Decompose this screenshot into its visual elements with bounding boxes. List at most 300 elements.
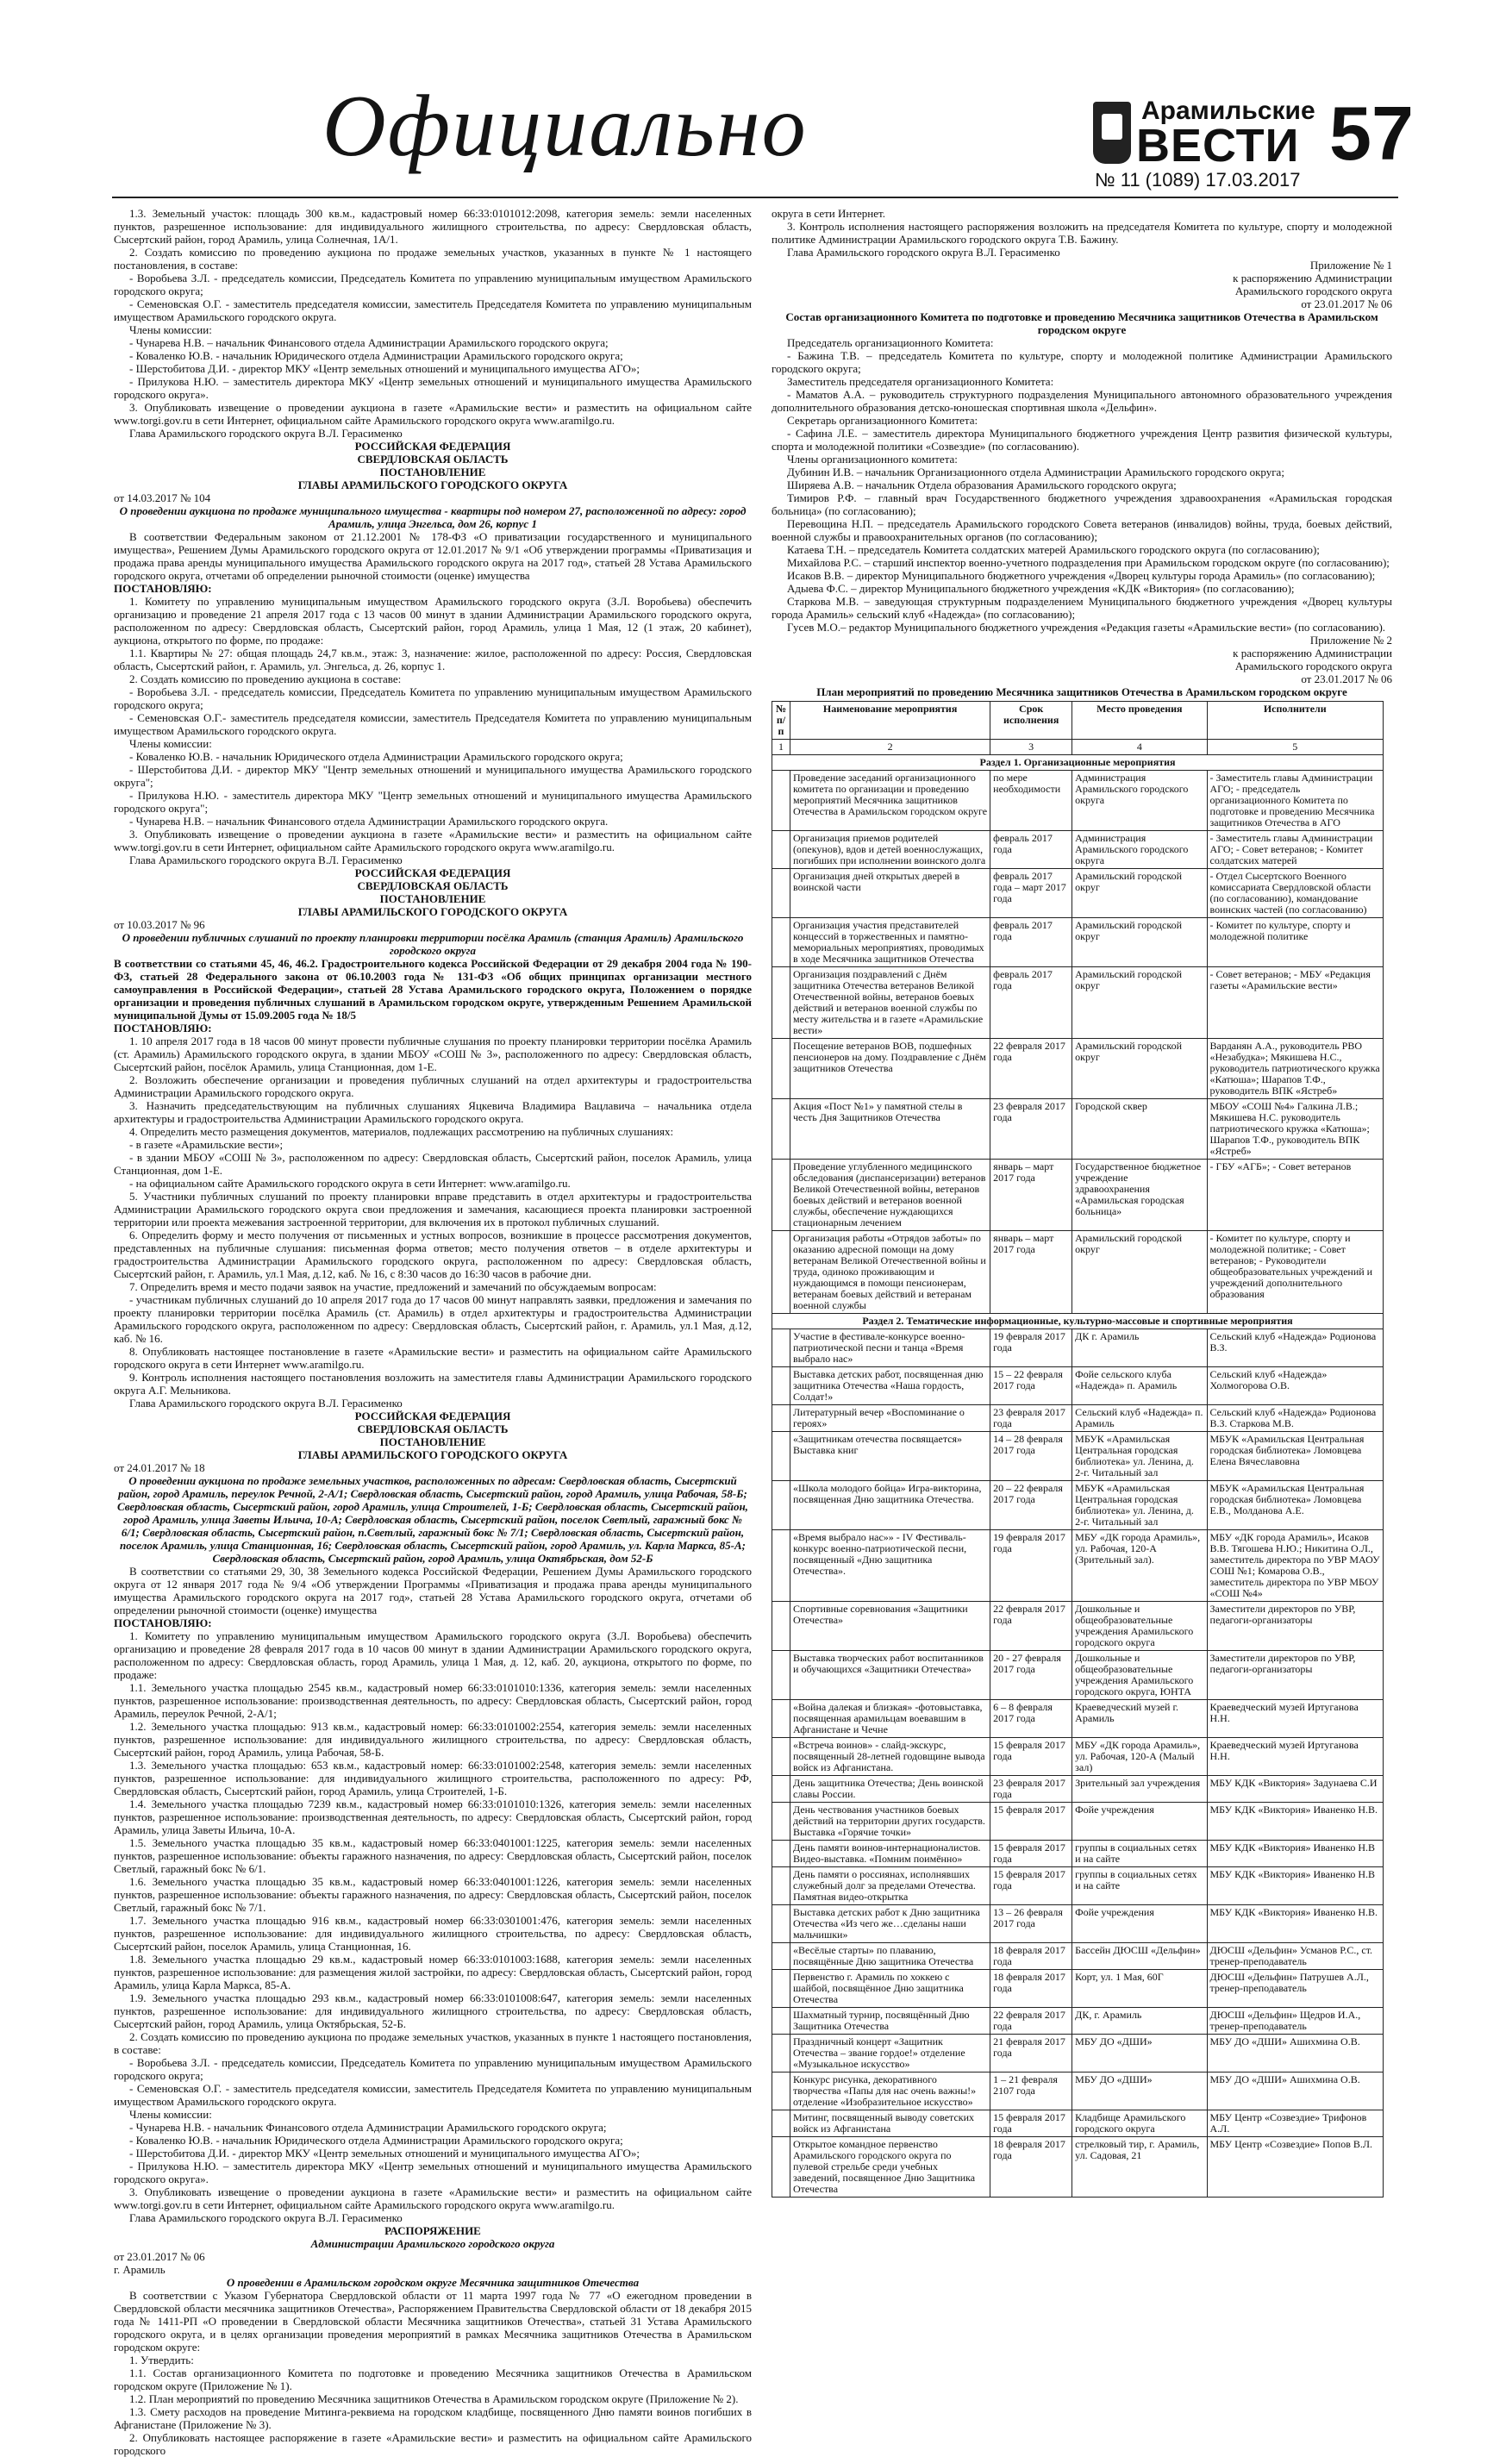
heading: О проведении публичных слушаний по проекту планировки территории посёлка Арамиль (станция Арамиль) Арамильского городского округа (122, 931, 744, 957)
table-cell: МБУ ДО «ДШИ» Ашихмина О.В. (1207, 2035, 1383, 2073)
table-cell: МБОУ «СОШ №4» Галкина Л.В.; Мякишева Н.С. руководитель патриотического кружка «Катюша»; Шарапов Т.Ф., руководитель ВПК «Ястреб» (1207, 1099, 1383, 1160)
table-cell (772, 1329, 790, 1367)
masthead (0, 0, 1512, 207)
table-cell: МБУ КДК «Виктория» Задунаева С.И (1207, 1776, 1383, 1803)
table-cell: МБУК «Арамильская Центральная городская библиотека» ул. Ленина, д. 2-г. Читальный зал (1072, 1481, 1207, 1530)
table-cell (772, 2137, 790, 2198)
table-cell: Сельский клуб «Надежда» Холмогорова О.В. (1207, 1367, 1383, 1405)
table-cell (772, 831, 790, 869)
heading: ГЛАВЫ АРАМИЛЬСКОГО ГОРОДСКОГО ОКРУГА (297, 905, 568, 918)
paragraph: 1.4. Земельного участка площадью 7239 кв.м., кадастровый номер 66:33:0101010:1326, категория земель: земли населенных пунктов, разрешенное использование: производственная деятельность, по адресу: Свердловская область, Сысертский район, город Арамиль, улица Заветы Ильича, 10-А. (114, 1797, 752, 1836)
table-cell (772, 2110, 790, 2137)
paragraph: округа в сети Интернет. (772, 207, 885, 220)
table-cell: МБУК «Арамильская Центральная городская библиотека» Ломовцева Е.В., Молданова А.Е. (1207, 1481, 1383, 1530)
logo-line2: ВЕСТИ (1136, 120, 1300, 172)
paragraph: 1.8. Земельного участка площадью 29 кв.м., кадастровый номер 66:33:0101003:1688, категория земель: земли населенных пунктов, разрешенное использование: для размещения жилой застройки, по адресу: Свердловская область, Сысертский район, город Арамиль, улица Карла Маркса, 85-А. (114, 1953, 752, 1991)
table-cell (772, 1530, 790, 1602)
paragraph: 1.5. Земельного участка площадью 35 кв.м., кадастровый номер 66:33:0401001:1225, категория земель: земли населенных пунктов, разрешенное использование: объекты гаражного назначения, по адресу: Свердловская область, Сысертский район, поселок Светлый, гаражный бокс № 6/1. (114, 1836, 752, 1875)
paragraph: - Прилукова Н.Ю. – заместитель директора МКУ «Центр земельных отношений и муниципального имущества Арамильского городского округа». (114, 375, 752, 401)
table-cell: «Встреча воинов» - слайд-экскурс, посвященный 28-летней годовщине вывода войск из Афганистана. (790, 1738, 990, 1776)
heading: План мероприятий по проведению Месячника защитников Отечества в Арамильском городском округе (816, 685, 1347, 698)
paragraph: - Коваленко Ю.В. - начальник Юридического отдела Администрации Арамильского городского округа; (129, 2134, 623, 2147)
table-row (772, 2073, 1384, 2110)
table-cell: Открытое командное первенство Арамильского городского округа по пулевой стрельбе среди учебных заведений, посвященное Дню Защитника Отечества (790, 2137, 990, 2198)
table-cell (772, 967, 790, 1039)
table-cell: Арамильский городской округ (1072, 869, 1207, 918)
table-cell (772, 1160, 790, 1231)
paragraph: 1.1. Земельного участка площадью 2545 кв.м., кадастровый номер 66:33:0101010:1336, категория земель: земли населенных пунктов, разрешенное использование: производственная деятельность, по адресу: Свердловская область, Сысертский район, город Арамиль, переулок Речной, 2-А/1; (114, 1681, 752, 1720)
table-cell (772, 1841, 790, 1867)
table-cell: Дошкольные и общеобразовательные учреждения Арамильского городского округа (1072, 1602, 1207, 1651)
table-row (772, 1738, 1384, 1776)
table-cell (772, 869, 790, 918)
paragraph: В соответствии со статьями 45, 46, 46.2. Градостроительного кодекса Российской Федерации от 29 декабря 2004 года № 190-ФЗ, статьей 28 Федерального закона от 06.10.2003 года № 131-ФЗ «Об общих принципах организации местного самоуправления в Российской Федерации», статьей 28 Устава Арамильского городского округа, Положением о порядке организации и проведения публичных слушаний в Арамильском городском округе, утвержденным Решением Арамильской муниципальной Думы от 15.09.2005 года № 18/5 (114, 957, 752, 1022)
paragraph: 1. Комитету по управлению муниципальным имуществом Арамильского городского округа (З.Л. Воробьева) обеспечить организацию и проведение 21 апреля 2017 года с 13 часов 00 минут в здании Администрации Арамильского городского округа, расположенном по адресу: Свердловская область, Сысертский район, город Арамиль, улица 1 Мая, 12 (1 этаж, 20 кабинет), аукциона, открытого по форме, по продаже: (114, 595, 752, 647)
table-cell: 15 февраля 2017 (990, 1803, 1072, 1841)
paragraph: - Прилукова Н.Ю. – заместитель директора МКУ «Центр земельных отношений и муниципального имущества Арамильского городского округа». (114, 2160, 752, 2185)
table-cell: Арамильский городской округ (1072, 918, 1207, 967)
paragraph: от 23.01.2017 № 06 (114, 2250, 205, 2263)
paragraph: 2. Создать комиссию по проведению аукциона по продаже земельных участков, указанных в пункте № 1 настоящего постановления, в составе: (114, 246, 752, 272)
paragraph: 1.6. Земельного участка площадью 35 кв.м., кадастровый номер 66:33:0401001:1226, категория земель: земли населенных пунктов, разрешенное использование: объекты гаражного назначения, по адресу: Свердловская область, Сысертский район, поселок Светлый, гаражный бокс № 7/1. (114, 1875, 752, 1914)
table-cell: 15 – 22 февраля 2017 года (990, 1367, 1072, 1405)
table-cell: Организация участия представителей концессий в торжественных и памятно-мемориальных мероприятиях, проводимых в ходе Месячника защитников Отечества (790, 918, 990, 967)
table-cell: Администрация Арамильского городского округа (1072, 771, 1207, 831)
paragraph: Секретарь организационного Комитета: (787, 414, 978, 427)
table-row (772, 1905, 1384, 1943)
table-cell: группы в социальных сетях и на сайте (1072, 1867, 1207, 1905)
table-cell: ДЮСШ «Дельфин» Патрушев А.Л., тренер-преподаватель (1207, 1970, 1383, 2008)
table-cell: Дошкольные и общеобразовательные учреждения Арамильского городского округа, ЮНТА (1072, 1651, 1207, 1700)
paragraph: 1.1. Квартиры № 27: общая площадь 24,7 кв.м., этаж: 3, назначение: жилое, расположенной по адресу: Россия, Свердловская область, Сысертский район, г. Арамиль, ул. Энгельса, д. 26, корпус 1. (114, 647, 752, 672)
heading: О проведении в Арамильском городском округе Месячника защитников Отечества (226, 2276, 640, 2289)
left-column (114, 207, 752, 2457)
column-number: 1 (772, 740, 790, 755)
paragraph: - Воробьева З.Л. - председатель комиссии, Председатель Комитета по управлению муниципальным имуществом Арамильского городского округа; (114, 272, 752, 297)
paragraph: Ширяева А.В. – начальник Отдела образования Арамильского городского округа; (787, 478, 1177, 491)
table-cell: 21 февраля 2017 года (990, 2035, 1072, 2073)
table-cell: «Война далекая и близкая» -фотовыставка, посвященная арамильцам воевавшим в Афганистане и Чечне (790, 1700, 990, 1738)
table-cell: группы в социальных сетях и на сайте (1072, 1841, 1207, 1867)
paragraph: - Семеновская О.Г. - заместитель председателя комиссии, заместитель Председателя Комитета по управлению муниципальным имуществом Арамильского городского округа. (114, 2082, 752, 2108)
page-number: 57 (1329, 91, 1414, 176)
paragraph: Члены комиссии: (129, 737, 212, 750)
paragraph: - Семеновская О.Г.- заместитель председателя комиссии, заместитель Председателя Комитета по управлению муниципальным имуществом Арамильского городского округа. (114, 711, 752, 737)
heading: Состав организационного Комитета по подготовке и проведению Месячника защитников Отечества в Арамильском городском округе (785, 310, 1378, 336)
table-cell: Корт, ул. 1 Мая, 60Г (1072, 1970, 1207, 2008)
paragraph: 9. Контроль исполнения настоящего постановления возложить на заместителя главы Администрации Арамильского городского округа А.Г. Мельникова. (114, 1371, 752, 1397)
paragraph: В соответствии с Указом Губернатора Свердловской области от 11 марта 1997 года № 77 «О ежегодном проведении в Свердловской области месячника защитников Отечества», Распоряжением Правительства Свердловской области от 18 декабря 2015 года № 1411-РП «О проведении в Свердловской области Месячника защитников Отечества», статьей 31 Устава Арамильского городского округа, и в целях организации проведения мероприятий в рамках Месячника защитников Отечества в Арамильском городском округе: (114, 2289, 752, 2354)
table-cell: Зрительный зал учреждения (1072, 1776, 1207, 1803)
section-title: Официально (322, 78, 808, 175)
paragraph: Перевощина Н.П. – председатель Арамильского городского Совета ветеранов (инвалидов) войны, труда, боевых действий, военной службы и правоохранительных органов (по согласованию); (772, 517, 1392, 543)
table-cell: Арамильский городской округ (1072, 1231, 1207, 1314)
table-row (772, 1481, 1384, 1530)
table-row (772, 1530, 1384, 1602)
table-cell: Заместители директоров по УВР, педагоги-организаторы (1207, 1602, 1383, 1651)
table-row (772, 967, 1384, 1039)
table-cell: Организация поздравлений с Днём защитника Отечества ветеранов Великой Отечественной войны, ветеранов боевых действий и ветеранов военной службы по месту жительства и в газете «Арамильские вести» (790, 967, 990, 1039)
paragraph: 3. Назначить председательствующим на публичных слушаниях Яцкевича Владимира Вацлавича – начальника отдела архитектуры и градостроительства Администрации Арамильского городского округа. (114, 1099, 752, 1125)
table-cell: Акция «Пост №1» у памятной стелы в честь Дня Защитников Отечества (790, 1099, 990, 1160)
table-cell: - Заместитель главы Администрации АГО; - Совет ветеранов; - Комитет солдатских матерей (1207, 831, 1383, 869)
table-cell: - ГБУ «АГБ»; - Совет ветеранов (1207, 1160, 1383, 1231)
plan-table-header (772, 702, 1384, 740)
paragraph: - на официальном сайте Арамильского городского округа в сети Интернет: www.aramilgo.ru. (129, 1177, 571, 1190)
table-row (772, 1405, 1384, 1432)
heading: О проведении аукциона по продаже муниципального имущества - квартиры под номером 27, расположенной по адресу: город Арамиль, улица Энгельса, дом 26, корпус 1 (119, 504, 747, 530)
table-row (772, 1432, 1384, 1481)
paragraph: к распоряжению Администрации (1233, 647, 1392, 660)
table-cell: Сельский клуб «Надежда» п. Арамиль (1072, 1405, 1207, 1432)
table-cell: МБУ ДО «ДШИ» Ашихмина О.В. (1207, 2073, 1383, 2110)
paragraph: ПОСТАНОВЛЯЮ: (114, 1616, 212, 1629)
table-cell: «Школа молодого бойца» Игра-викторина, посвященная Дню защитника Отечества. (790, 1481, 990, 1530)
heading: РОССИЙСКАЯ ФЕДЕРАЦИЯ (354, 440, 511, 453)
paragraph: 4. Определить место размещения документов, материалов, подлежащих рассмотрению на публичных слушаниях: (129, 1125, 674, 1138)
table-cell: ДК, г. Арамиль (1072, 2008, 1207, 2035)
section-row (772, 755, 1384, 771)
table-cell: Организация работы «Отрядов заботы» по оказанию адресной помощи на дому ветеранам Великой Отечественной войны и труда, одиноко проживающим и нуждающимся в помощи пенсионерам, ветеранам боевых действий и ветеранам военной службы (790, 1231, 990, 1314)
table-cell (772, 2008, 790, 2035)
table-cell: МБУ Центр «Созвездие» Попов В.Л. (1207, 2137, 1383, 2198)
table-cell: Фойе сельского клуба «Надежда» п. Арамиль (1072, 1367, 1207, 1405)
paragraph: Михайлова Р.С. – старший инспектор военно-учетного подразделения при Арамильском городском округе (по согласованию); (787, 556, 1390, 569)
heading: ГЛАВЫ АРАМИЛЬСКОГО ГОРОДСКОГО ОКРУГА (297, 478, 568, 491)
table-cell: Фойе учреждения (1072, 1803, 1207, 1841)
table-cell: Митинг, посвященный выводу советских войск из Афганистана (790, 2110, 990, 2137)
heading: РАСПОРЯЖЕНИЕ (384, 2224, 481, 2237)
table-cell: День чествования участников боевых действий на территории других государств. Выставка «Горячие точки» (790, 1803, 990, 1841)
table-row (772, 1803, 1384, 1841)
table-cell: Фойе учреждения (1072, 1905, 1207, 1943)
table-cell: по мере необходимости (990, 771, 1072, 831)
paragraph: от 10.03.2017 № 96 (114, 918, 205, 931)
section-row (772, 1314, 1384, 1329)
heading: РОССИЙСКАЯ ФЕДЕРАЦИЯ (354, 866, 511, 879)
table-cell: 18 февраля 2017 года (990, 1943, 1072, 1970)
table-cell: 19 февраля 2017 года (990, 1329, 1072, 1367)
table-row (772, 918, 1384, 967)
paragraph: 6. Определить форму и место получения от письменных и устных вопросов, возникшие в процессе рассмотрения документов, представленных на публичные слушания: письменная форма ответов; место получения ответов – в отделе архитектуры и градостроительства Администрации Арамильского городского округа, расположенном по адресу: Свердловская область, Сысертский район, г. Арамиль, ул.1 Мая, д.12, каб. № 16, с 8:30 часов до 16:30 часов в рабочие дни. (114, 1228, 752, 1280)
table-row (772, 1231, 1384, 1314)
table-cell (772, 1099, 790, 1160)
table-cell: МБУ КДК «Виктория» Иваненко Н.В. (1207, 1803, 1383, 1841)
table-cell: Литературный вечер «Воспоминание о героях» (790, 1405, 990, 1432)
table-cell: - Отдел Сысертского Военного комиссариата Свердловской области (по согласованию), командование воинских частей (по согласованию) (1207, 869, 1383, 918)
table-cell: Проведение заседаний организационного комитета по организации и проведению мероприятий Месячника защитников Отечества в Арамильском городском округе (790, 771, 990, 831)
table-cell (772, 1602, 790, 1651)
table-row (772, 1160, 1384, 1231)
heading: ГЛАВЫ АРАМИЛЬСКОГО ГОРОДСКОГО ОКРУГА (297, 1448, 568, 1461)
paragraph: - Коваленко Ю.В. - начальник Юридического отдела Администрации Арамильского городского округа; (129, 349, 623, 362)
table-cell: 18 февраля 2017 года (990, 2137, 1072, 2198)
table-cell (772, 1943, 790, 1970)
table-cell: Организация дней открытых дверей в воинской части (790, 869, 990, 918)
section-title: Раздел 1. Организационные мероприятия (772, 755, 1384, 771)
table-cell: Сельский клуб «Надежда» Родионова В.З. Старкова М.В. (1207, 1405, 1383, 1432)
table-cell: Варданян А.А., руководитель РВО «Незабудка»; Мякишева Н.С., руководитель патриотического кружка «Катюша»; Шарапов Т.Ф., руководитель ВПК «Ястреб» (1207, 1039, 1383, 1099)
paragraph: 1.9. Земельного участка площадью 293 кв.м., кадастровый номер 66:33:0101008:647, категория земель: земли населенных пунктов, разрешенное использование: для индивидуального жилищного строительства, по адресу: Свердловская область, Сысертский район, город Арамиль, улица Октябрьская, 52-Б. (114, 1991, 752, 2030)
table-row (772, 2035, 1384, 2073)
table-cell: ДЮСШ «Дельфин» Щедров И.А., тренер-преподаватель (1207, 2008, 1383, 2035)
table-row (772, 1367, 1384, 1405)
heading: СВЕРДЛОВСКАЯ ОБЛАСТЬ (357, 453, 509, 466)
paragraph: 2. Создать комиссию по проведению аукциона по продаже земельных участков, указанных в пункте 1 настоящего постановления, в составе: (114, 2030, 752, 2056)
paragraph: к распоряжению Администрации (1233, 272, 1392, 284)
paragraph: 1.2. План мероприятий по проведению Месячника защитников Отечества в Арамильском городском округе (Приложение № 2). (129, 2392, 739, 2405)
coat-of-arms-icon (1093, 102, 1131, 164)
table-cell (772, 918, 790, 967)
table-cell: Первенство г. Арамиль по хоккею с шайбой, посвящённое Дню защитника Отечества (790, 1970, 990, 2008)
table-row (772, 1700, 1384, 1738)
paragraph: Глава Арамильского городского округа В.Л. Герасименко (129, 427, 403, 440)
table-cell: 13 – 26 февраля 2017 года (990, 1905, 1072, 1943)
table-cell (772, 1651, 790, 1700)
paragraph: Гусев М.О.– редактор Муниципального бюджетного учреждения «Редакция газеты «Арамильские вести» (по согласованию). (787, 621, 1386, 634)
table-cell: Сельский клуб «Надежда» Родионова В.З. (1207, 1329, 1383, 1367)
table-cell: Шахматный турнир, посвящённый Дню Защитника Отечества (790, 2008, 990, 2035)
table-row (772, 1602, 1384, 1651)
table-cell (772, 1481, 790, 1530)
table-cell (772, 1405, 790, 1432)
heading: СВЕРДЛОВСКАЯ ОБЛАСТЬ (357, 1422, 509, 1435)
newspaper-logo (1093, 97, 1315, 172)
paragraph: 1. 10 апреля 2017 года в 18 часов 00 минут провести публичные слушания по проекту планировки территории посёлка Арамиль (ст. Арамиль) Арамильского городского округа, в здании МБОУ «СОШ № 3», расположенного по адресу: Свердловская область, Сысертский район, посёлок Арамиль, улица Станционная, дом 1-Е. (114, 1035, 752, 1073)
paragraph: 3. Контроль исполнения настоящего распоряжения возложить на председателя Комитета по культуре, спорту и молодежной политике Администрации Арамильского городского округа Т.В. Бажину. (772, 220, 1392, 246)
table-cell: 1 – 21 февраля 2107 года (990, 2073, 1072, 2110)
heading: РОССИЙСКАЯ ФЕДЕРАЦИЯ (354, 1410, 511, 1422)
paragraph: - участникам публичных слушаний до 10 апреля 2017 года до 17 часов 00 минут направлять заявки, предложения и замечания по проекту планировки территории посёлка Арамиль (ст. Арамиль) в отдел архитектуры и градостроительства Администрации Арамильского городского округа, расположенном по адресу: Свердловская область, Сысертский район, г. Арамиль, ул.1 Мая, д.12, каб. № 16. (114, 1293, 752, 1345)
table-row (772, 1776, 1384, 1803)
heading: ПОСТАНОВЛЕНИЕ (379, 1435, 486, 1448)
table-cell: 15 февраля 2017 года (990, 1867, 1072, 1905)
paragraph: Члены организационного комитета: (787, 453, 958, 466)
table-cell (772, 1367, 790, 1405)
column-header: № п/п (772, 702, 790, 740)
paragraph: Члены комиссии: (129, 2108, 212, 2121)
paragraph: Заместитель председателя организационного Комитета: (787, 375, 1054, 388)
paragraph: - Чунарева Н.В. – начальник Финансового отдела Администрации Арамильского городского округа. (129, 815, 609, 828)
table-cell: - Комитет по культуре, спорту и молодежной политике (1207, 918, 1383, 967)
table-cell: Краеведческий музей Иртуганова Н.Н. (1207, 1738, 1383, 1776)
paragraph: от 23.01.2017 № 06 (1301, 297, 1392, 310)
table-cell: МБУ ДО «ДШИ» (1072, 2073, 1207, 2110)
paragraph: 3. Опубликовать извещение о проведении аукциона в газете «Арамильские вести» и разместить на официальном сайте www.torgi.gov.ru в сети Интернет, официальном сайте Арамильского городского округа www.aramilgo.ru. (114, 828, 752, 853)
paragraph: Глава Арамильского городского округа В.Л. Герасименко (129, 1397, 403, 1410)
table-cell: МБУ КДК «Виктория» Иваненко Н.В (1207, 1867, 1383, 1905)
paragraph: - Сафина Л.Е. – заместитель директора Муниципального бюджетного учреждения Центр развития физической культуры, спорта и молодежной политики «Созвездие» (по согласованию). (772, 427, 1392, 453)
table-cell: Праздничный концерт «Защитник Отечества – звание гордое!» отделение «Музыкальное искусство» (790, 2035, 990, 2073)
paragraph: 1.1. Состав организационного Комитета по подготовке и проведению Месячника защитников Отечества в Арамильском городском округе (Приложение № 1). (114, 2366, 752, 2392)
issue-info: № 11 (1089) 17.03.2017 (1095, 169, 1301, 191)
table-row (772, 2110, 1384, 2137)
paragraph: - Шерстобитова Д.И. - директор МКУ «Центр земельных отношений и муниципального имущества АГО»; (129, 2147, 640, 2160)
table-cell: МБУ «ДК города Арамиль», ул. Рабочая, 120-А (Малый зал) (1072, 1738, 1207, 1776)
section-title: Раздел 2. Тематические информационные, культурно-массовые и спортивные мероприятия (772, 1314, 1384, 1329)
table-cell: День памяти воинов-интернационалистов. Видео-выставка. «Помним поимённо» (790, 1841, 990, 1867)
table-cell: ДЮСШ «Дельфин» Усманов Р.С., ст. тренер-преподаватель (1207, 1943, 1383, 1970)
paragraph: - Шерстобитова Д.И. - директор МКУ «Центр земельных отношений и муниципального имущества АГО»; (129, 362, 640, 375)
table-cell: Выставка детских работ к Дню защитника Отечества «Из чего же…сделаны наши мальчишки» (790, 1905, 990, 1943)
paragraph: Тимиров Р.Ф. – главный врач Государственного бюджетного учреждения здравоохранения «Арамильская городская больница» (по согласованию); (772, 491, 1392, 517)
table-cell: Бассейн ДЮСШ «Дельфин» (1072, 1943, 1207, 1970)
table-cell: стрелковый тир, г. Арамиль, ул. Садовая, 21 (1072, 2137, 1207, 2198)
table-cell: 23 февраля 2017 года (990, 1405, 1072, 1432)
table-cell: 6 – 8 февраля 2017 года (990, 1700, 1072, 1738)
paragraph: 1. Комитету по управлению муниципальным имуществом Арамильского городского округа (З.Л. Воробьева) обеспечить организацию и проведение 28 февраля 2017 года в 10 часов 00 минут в здании Администрации Арамильского городского округа, расположенном по адресу: Свердловская область, город Арамиль, улица 1 Мая, д. 12, каб. 20, аукциона, открытого по форме, по продаже: (114, 1629, 752, 1681)
plan-table (772, 701, 1384, 2198)
column-header: Исполнители (1207, 702, 1383, 740)
paragraph: Арамильского городского округа (1234, 284, 1392, 297)
right-column (772, 207, 1392, 2195)
paragraph: Дубинин И.В. – начальник Организационного отдела Администрации Арамильского городского округа; (787, 466, 1284, 478)
paragraph: Председатель организационного Комитета: (787, 336, 994, 349)
paragraph: 2. Опубликовать настоящее распоряжение в газете «Арамильские вести» и разместить на официальном сайте Арамильского городского (114, 2431, 752, 2457)
table-row (772, 1329, 1384, 1367)
table-cell: январь – март 2017 года (990, 1231, 1072, 1314)
table-cell: 19 февраля 2017 года (990, 1530, 1072, 1602)
table-cell: 15 февраля 2017 года (990, 1841, 1072, 1867)
paragraph: - Чунарева Н.В. - начальник Финансового отдела Администрации Арамильского городского округа; (129, 2121, 607, 2134)
table-cell: Участие в фестивале-конкурсе военно-патриотической песни и танца «Время выбрало нас» (790, 1329, 990, 1367)
paragraph: - Семеновская О.Г. - заместитель председателя комиссии, заместитель Председателя Комитета по управлению муниципальным имуществом Арамильского городского округа. (114, 297, 752, 323)
table-cell: МБУ КДК «Виктория» Иваненко Н.В (1207, 1841, 1383, 1867)
table-cell: «Время выбрало нас»» - IV Фестиваль-конкурс военно-патриотической песни, посвященный «Дню защитника Отечества». (790, 1530, 990, 1602)
table-cell (772, 2073, 790, 2110)
table-cell: МБУ «ДК города Арамиль», ул. Рабочая, 120-А (Зрительный зал). (1072, 1530, 1207, 1602)
table-cell: Арамильский городской округ (1072, 967, 1207, 1039)
table-cell: ДК г. Арамиль (1072, 1329, 1207, 1367)
paragraph: 7. Определить время и место подачи заявок на участие, предложений и замечаний по обсуждаемым вопросам: (129, 1280, 657, 1293)
table-cell (772, 1700, 790, 1738)
table-row (772, 1039, 1384, 1099)
table-cell: февраль 2017 года (990, 918, 1072, 967)
table-cell: Администрация Арамильского городского округа (1072, 831, 1207, 869)
table-cell: февраль 2017 года – март 2017 года (990, 869, 1072, 918)
paragraph: ПОСТАНОВЛЯЮ: (114, 582, 212, 595)
table-cell (772, 1039, 790, 1099)
table-cell: «Весёлые старты» по плаванию, посвящённые Дню защитника Отечества (790, 1943, 990, 1970)
paragraph: 1.3. Смету расходов на проведение Митинга-реквиема на городском кладбище, посвященного Дню памяти воинов погибших в Афганистане (Приложение № 3). (114, 2405, 752, 2431)
column-number: 4 (1072, 740, 1207, 755)
paragraph: 2. Создать комиссию по проведению аукциона в составе: (129, 672, 402, 685)
paragraph: - в здании МБОУ «СОШ № 3», расположенном по адресу: Свердловская область, Сысертский район, поселок Арамиль, улица Станционная, дом 1-Е. (114, 1151, 752, 1177)
table-cell: День защитника Отечества; День воинской славы России. (790, 1776, 990, 1803)
paragraph: ПОСТАНОВЛЯЮ: (114, 1022, 212, 1035)
column-header: Место проведения (1072, 702, 1207, 740)
heading: ПОСТАНОВЛЕНИЕ (379, 466, 486, 478)
table-cell: 23 февраля 2017 года (990, 1099, 1072, 1160)
table-cell: Арамильский городской округ (1072, 1039, 1207, 1099)
paragraph: от 14.03.2017 № 104 (114, 491, 211, 504)
paragraph: Адыева Ф.С. – директор Муниципального бюджетного учреждения «КДК «Виктория» (по согласованию); (787, 582, 1295, 595)
table-cell: 22 февраля 2017 года (990, 1602, 1072, 1651)
paragraph: г. Арамиль (114, 2263, 166, 2276)
paragraph: - Бажина Т.В. – председатель Комитета по культуре, спорту и молодежной политике Администрации Арамильского городского округа; (772, 349, 1392, 375)
table-cell (772, 771, 790, 831)
table-cell: Кладбище Арамильского городского округа (1072, 2110, 1207, 2137)
plan-table-body (772, 755, 1384, 2198)
table-cell: февраль 2017 года (990, 967, 1072, 1039)
paragraph: 1.3. Земельный участок: площадь 300 кв.м., кадастровый номер 66:33:0101012:2098, категория земель: земли населенных пунктов, разрешенное использование: для индивидуального жилищного строительства, по адресу: Свердловская область, Сысертский район, город Арамиль, улица Солнечная, 1А/1. (114, 207, 752, 246)
table-cell (772, 1867, 790, 1905)
table-row (772, 1943, 1384, 1970)
paragraph: Члены комиссии: (129, 323, 212, 336)
table-cell: Выставка творческих работ воспитанников и обучающихся «Защитники Отечества» (790, 1651, 990, 1700)
heading: Администрации Арамильского городского округа (310, 2237, 555, 2250)
table-cell: 15 февраля 2017 года (990, 2110, 1072, 2137)
table-row (772, 2008, 1384, 2035)
table-cell: Спортивные соревнования «Защитники Отечества» (790, 1602, 990, 1651)
table-cell: Посещение ветеранов ВОВ, подшефных пенсионеров на дому. Поздравление с Днём защитников Отечества (790, 1039, 990, 1099)
logo-line1: Арамильские (1141, 97, 1315, 125)
paragraph: от 23.01.2017 № 06 (1301, 672, 1392, 685)
table-cell: 20 – 22 февраля 2017 года (990, 1481, 1072, 1530)
table-cell: Государственное бюджетное учреждение здравоохранения «Арамильская городская больница» (1072, 1160, 1207, 1231)
table-cell: 22 февраля 2017 года (990, 1039, 1072, 1099)
table-cell: Организация приемов родителей (опекунов), вдов и детей военнослужащих, погибших при исполнении воинского долга (790, 831, 990, 869)
column-number: 2 (790, 740, 990, 755)
table-cell: МБУК «Арамильская Центральная городская библиотека» ул. Ленина, д. 2-г. Читальный зал (1072, 1432, 1207, 1481)
table-cell (772, 1970, 790, 2008)
table-cell: Краеведческий музей г. Арамиль (1072, 1700, 1207, 1738)
table-row (772, 1841, 1384, 1867)
paragraph: - Воробьева З.Л. - председатель комиссии, Председатель Комитета по управлению муниципальным имуществом Арамильского городского округа; (114, 2056, 752, 2082)
paragraph: Катаева Т.Н. – председатель Комитета солдатских матерей Арамильского городского округа (по согласованию); (787, 543, 1320, 556)
table-row (772, 1099, 1384, 1160)
table-cell (772, 1231, 790, 1314)
paragraph: 1.2. Земельного участка площадью: 913 кв.м., кадастровый номер: 66:33:0101002:2554, категория земель: земли населенных пунктов, разрешенное использование: для индивидуального жилищного строительства, по адресу: Свердловская область, Сысертский район, город Арамиль, улица Рабочая, 58-Б. (114, 1720, 752, 1759)
table-cell (772, 2035, 790, 2073)
table-row (772, 1651, 1384, 1700)
table-cell: Конкурс рисунка, декоративного творчества «Папы для нас очень важны!» отделение «Изобразительное искусство» (790, 2073, 990, 2110)
table-row (772, 869, 1384, 918)
table-cell: - Совет ветеранов; - МБУ «Редакция газеты «Арамильские вести» (1207, 967, 1383, 1039)
paragraph: - в газете «Арамильские вести»; (129, 1138, 284, 1151)
table-cell (772, 1738, 790, 1776)
column-header: Срок исполнения (990, 702, 1072, 740)
table-cell: МБУ Центр «Созвездие» Трифонов А.Л. (1207, 2110, 1383, 2137)
table-cell: 20 - 27 февраля 2017 года (990, 1651, 1072, 1700)
paragraph: 8. Опубликовать настоящее постановление в газете «Арамильские вести» и разместить на официальном сайте Арамильского городского округа в сети Интернет www.aramilgo.ru. (114, 1345, 752, 1371)
heading: СВЕРДЛОВСКАЯ ОБЛАСТЬ (357, 879, 509, 892)
table-cell: МБУ ДО «ДШИ» (1072, 2035, 1207, 2073)
table-cell: январь – март 2017 года (990, 1160, 1072, 1231)
paragraph: - Шерстобитова Д.И. - директор МКУ "Центр земельных отношений и муниципального имущества Арамильского городского округа"; (114, 763, 752, 789)
table-cell (772, 1905, 790, 1943)
table-cell: 18 февраля 2017 года (990, 1970, 1072, 2008)
paragraph: 2. Возложить обеспечение организации и проведения публичных слушаний на отдел архитектуры и градостроительства Администрации Арамильского городского округа. (114, 1073, 752, 1099)
paragraph: Арамильского городского округа (1234, 660, 1392, 672)
header-divider (112, 197, 1398, 198)
table-cell: февраль 2017 года (990, 831, 1072, 869)
paragraph: 3. Опубликовать извещение о проведении аукциона в газете «Арамильские вести» и разместить на официальном сайте www.torgi.gov.ru в сети Интернет, официальном сайте Арамильского городского округа www.aramilgo.ru. (114, 401, 752, 427)
paragraph: 1.7. Земельного участка площадью 916 кв.м., кадастровый номер 66:33:0301001:476, категория земель: земли населенных пунктов, разрешенное использование: для индивидуального жилищного строительства, по адресу: Свердловская область, Сысертский район, поселок Арамиль, улица Станционная, 16. (114, 1914, 752, 1953)
table-row (772, 771, 1384, 831)
table-cell: 15 февраля 2017 года (990, 1738, 1072, 1776)
column-number: 3 (990, 740, 1072, 755)
table-cell: МБУ «ДК города Арамиль», Исаков В.В. Тягошева Н.Ю.; Никитина О.Л., заместитель директора по УВР МАОУ СОШ №1; Комарова О.В., заместитель директора по УВР МБОУ «СОШ №4» (1207, 1530, 1383, 1602)
paragraph: 5. Участники публичных слушаний по проекту планировки вправе представить в отдел архитектуры и градостроительства Администрации Арамильского городского округа свои предложения и замечания, касающиеся проекта планировки застроенной территории или проекта межевания застроенной территории, для включения их в протокол публичных слушаний. (114, 1190, 752, 1228)
right-column-text (772, 207, 1392, 698)
paragraph: Глава Арамильского городского округа В.Л. Герасименко (129, 2211, 403, 2224)
plan-table-column-numbers (772, 740, 1384, 755)
table-cell: - Комитет по культуре, спорту и молодежной политике; - Совет ветеранов; - Руководители общеобразовательных учреждений и учреждений дополнительного образования (1207, 1231, 1383, 1314)
paragraph: Приложение № 1 (1309, 259, 1392, 272)
table-cell: Заместители директоров по УВР, педагоги-организаторы (1207, 1651, 1383, 1700)
paragraph: 3. Опубликовать извещение о проведении аукциона в газете «Арамильские вести» и разместить на официальном сайте www.torgi.gov.ru в сети Интернет, официальном сайте Арамильского городского округа www.aramilgo.ru. (114, 2185, 752, 2211)
